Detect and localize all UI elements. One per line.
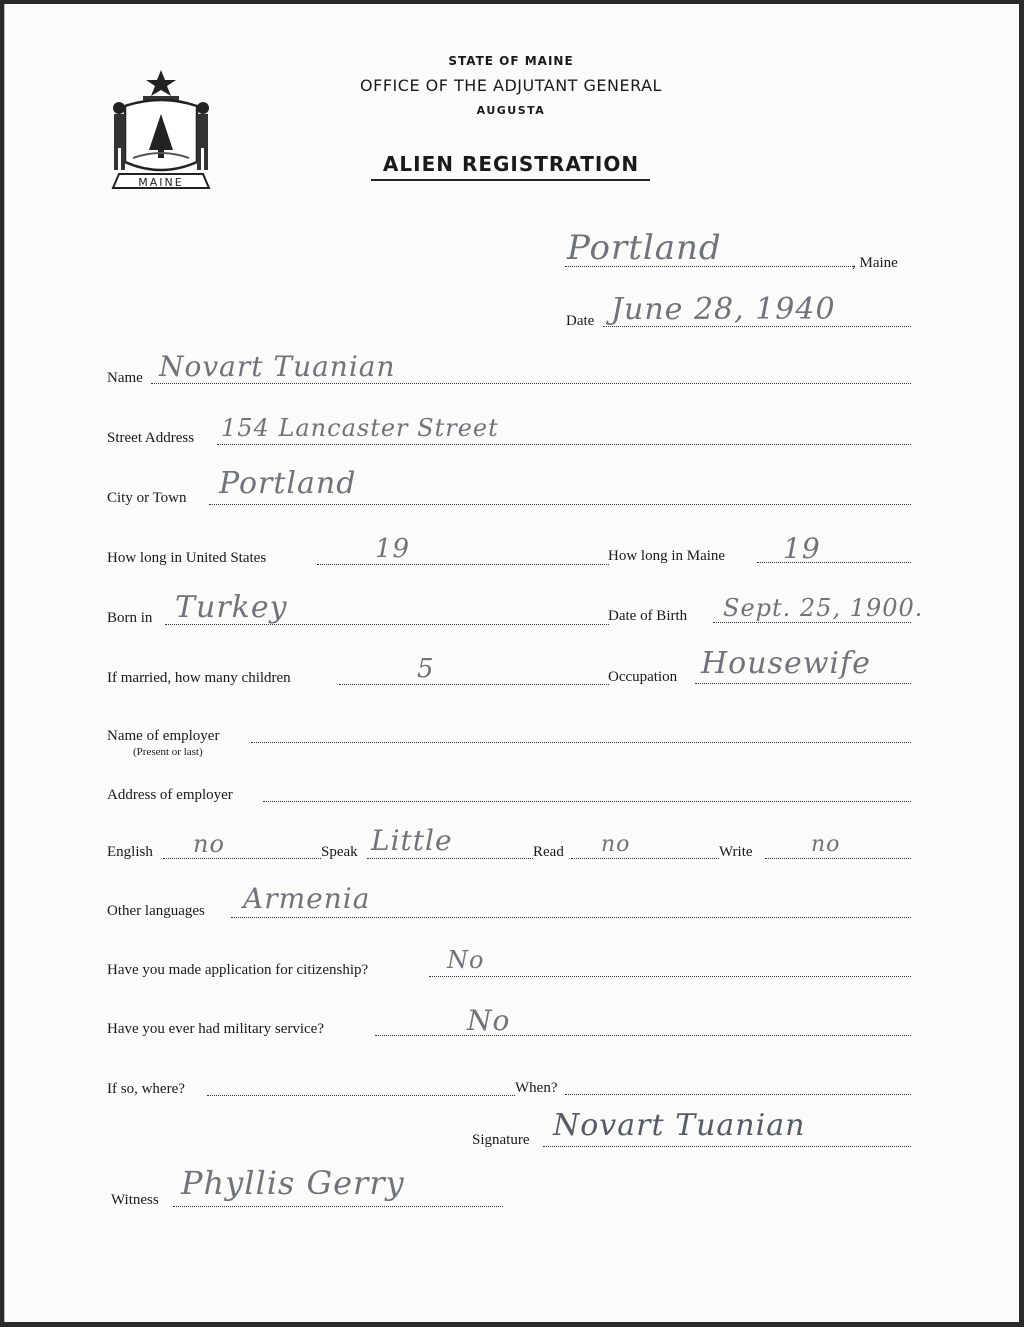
- other-languages-label: Other languages: [107, 903, 205, 919]
- children-label: If married, how many children: [107, 670, 291, 686]
- signature-value: Novart Tuanian: [553, 1108, 806, 1143]
- other-languages-value: Armenia: [243, 882, 371, 915]
- signature-dotline: [543, 1146, 911, 1147]
- english-label: English: [107, 844, 153, 860]
- date-value: June 28, 1940: [611, 292, 836, 327]
- how-long-us-value: 19: [375, 534, 411, 564]
- place-value: Portland: [567, 228, 722, 268]
- city-dotline: [209, 504, 911, 505]
- when-dotline: [565, 1094, 911, 1095]
- occupation-label: Occupation: [608, 669, 678, 685]
- seal-banner-text: MAINE: [138, 176, 184, 189]
- registration-form-page: [4, 4, 1019, 1322]
- name-value: Novart Tuanian: [159, 350, 396, 383]
- title-underline: [371, 179, 650, 181]
- how-long-maine-label: How long in Maine: [608, 548, 726, 564]
- where-label: If so, where?: [107, 1081, 185, 1097]
- street-address-dotline: [217, 444, 911, 445]
- military-label: Have you ever had military service?: [107, 1021, 324, 1037]
- citizenship-dotline: [429, 976, 911, 977]
- state-heading: STATE OF MAINE: [448, 54, 574, 68]
- read-label: Read: [533, 844, 564, 860]
- write-label: Write: [719, 844, 753, 860]
- citizenship-label: Have you made application for citizenship?: [107, 962, 369, 978]
- write-value: no: [811, 832, 841, 857]
- how-long-maine-dotline: [757, 562, 911, 563]
- speak-dotline: [367, 858, 533, 859]
- office-heading: OFFICE OF THE ADJUTANT GENERAL: [360, 76, 662, 95]
- english-value: no: [193, 830, 225, 858]
- occupation-dotline: [695, 683, 911, 684]
- read-value: no: [601, 832, 631, 857]
- children-dotline: [339, 684, 609, 685]
- employer-address-label: Address of employer: [107, 787, 233, 803]
- employer-name-label: Name of employer: [107, 728, 220, 744]
- english-dotline: [163, 858, 321, 859]
- employer-name-dotline: [251, 742, 911, 743]
- how-long-us-label: How long in United States: [107, 550, 267, 566]
- city-heading: AUGUSTA: [476, 104, 546, 117]
- occupation-value: Housewife: [701, 646, 871, 681]
- how-long-us-dotline: [317, 564, 609, 565]
- street-address-label: Street Address: [107, 430, 195, 446]
- city-label: City or Town: [107, 490, 187, 506]
- employer-address-dotline: [263, 801, 911, 802]
- born-in-label: Born in: [107, 610, 153, 626]
- street-address-value: 154 Lancaster Street: [221, 414, 499, 442]
- citizenship-value: No: [447, 946, 485, 974]
- speak-label: Speak: [321, 844, 358, 860]
- other-languages-dotline: [231, 917, 911, 918]
- witness-label: Witness: [111, 1192, 159, 1208]
- read-dotline: [571, 858, 719, 859]
- name-dotline: [151, 383, 911, 384]
- military-dotline: [375, 1035, 911, 1036]
- date-label: Date: [566, 313, 595, 329]
- state-seal-icon: [105, 66, 217, 196]
- witness-value: Phyllis Gerry: [181, 1164, 405, 1202]
- signature-label: Signature: [472, 1132, 530, 1148]
- date-of-birth-dotline: [713, 622, 911, 623]
- page-title: ALIEN REGISTRATION: [382, 152, 640, 176]
- employer-name-sublabel: (Present or last): [133, 746, 203, 758]
- speak-value: Little: [371, 824, 453, 857]
- born-in-value: Turkey: [175, 590, 288, 625]
- children-value: 5: [417, 654, 435, 684]
- when-label: When?: [515, 1080, 558, 1096]
- witness-dotline: [173, 1206, 503, 1207]
- city-value: Portland: [219, 466, 357, 501]
- date-of-birth-value: Sept. 25, 1900.: [723, 594, 924, 622]
- write-dotline: [765, 858, 911, 859]
- date-of-birth-label: Date of Birth: [608, 608, 688, 624]
- where-dotline: [207, 1095, 515, 1096]
- military-value: No: [467, 1004, 511, 1037]
- name-label: Name: [107, 370, 143, 386]
- place-suffix: , Maine: [852, 255, 898, 271]
- how-long-maine-value: 19: [783, 532, 821, 565]
